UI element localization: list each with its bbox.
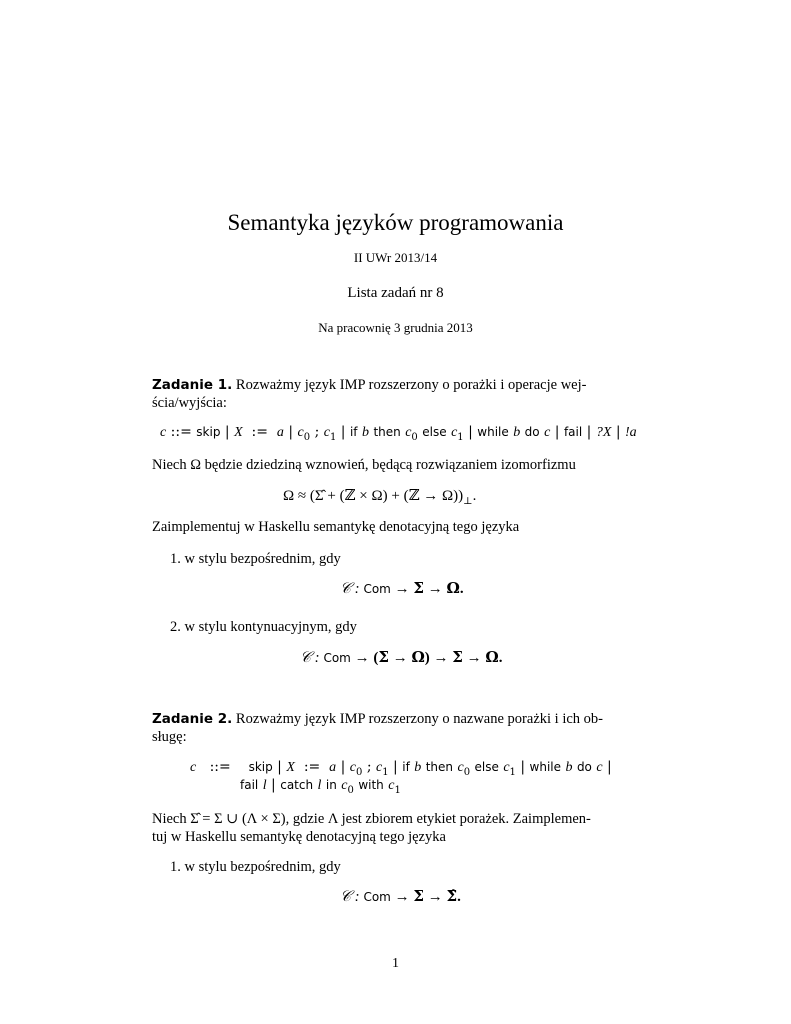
grammar-x: X: [234, 425, 243, 440]
grammar-if: if: [402, 760, 410, 774]
grammar-c1: c: [323, 425, 330, 440]
formula-post: → 𝚺 → 𝛀.: [394, 581, 464, 597]
affiliation: II UWr 2013/14: [353, 250, 438, 265]
omega-eq: Ω ≈ (Σ̂ + (ℤ × Ω) + (ℤ → Ω)): [283, 488, 464, 504]
task1-omega-text: Niech Ω będzie dziedziną wznowień, będącą rozwiązaniem izomorfizmu: [152, 457, 576, 473]
page-number: 1: [392, 956, 399, 971]
formula-pre: 𝒞 :: [340, 581, 360, 597]
formula-com: Com: [363, 582, 391, 596]
item-text: w stylu bezpośrednim, gdy: [184, 551, 341, 567]
grammar-x: X: [286, 760, 295, 775]
task2-sigma-line1: Niech Σ̂ = Σ ∪ (Λ × Σ), gdzie Λ jest zbiorem etykiet porażek. Zaimplemen-: [152, 811, 591, 827]
item-number: 1.: [170, 551, 181, 567]
grammar-c: c: [190, 760, 197, 775]
grammar-defs: ::=: [209, 759, 231, 775]
task1-intro-line2: ścia/wyjścia:: [152, 395, 227, 411]
task1-grammar: c ::= skip | X := a | $c_0$ ; $c_1$ | if b then $c_0$ else $c_1$ | while b do c | fail | ?X | !a: [160, 424, 637, 443]
grammar-l: l: [262, 778, 267, 793]
task2-item1-formula: [340, 887, 461, 906]
grammar-read: ?X: [595, 425, 612, 440]
grammar-assign: :=: [303, 759, 321, 775]
formula-post: → 𝚺 → 𝚺̂.: [394, 889, 461, 905]
grammar-write: !a: [625, 425, 637, 440]
grammar-c: c: [160, 425, 167, 440]
task2-grammar-line2: fail l | catch l in $c_0$ with $c_1$: [240, 777, 401, 796]
item-text: w stylu bezpośrednim, gdy: [184, 859, 341, 875]
task2-intro-line2: sługę:: [152, 729, 187, 745]
grammar-else: else: [422, 425, 447, 439]
task2-heading: Zadanie 2.: [152, 711, 233, 727]
task1-item2-formula: [300, 648, 503, 667]
task2-sigma-line2: tuj w Haskellu semantykę denotacyjną tego języka: [152, 829, 446, 845]
grammar-while: while: [477, 425, 509, 439]
date-line: Na pracownię 3 grudnia 2013: [318, 320, 473, 335]
task1-omega-equation: [283, 486, 476, 507]
grammar-then: then: [425, 760, 454, 774]
formula-com: Com: [363, 890, 391, 904]
grammar-skip: skip: [196, 425, 221, 439]
grammar-with: with: [358, 778, 384, 792]
task2-grammar-line1: c ::= skip | X := a | $c_0$ ; $c_1$ | if b then $c_0$ else $c_1$ | while b do c |: [190, 759, 612, 778]
task2-intro-line1: [152, 709, 603, 729]
grammar-while: while: [529, 760, 562, 774]
grammar-c0: c: [297, 425, 304, 440]
grammar-in: in: [325, 778, 337, 792]
list-label: Lista zadań nr 8: [347, 285, 444, 301]
grammar-fail: fail: [240, 778, 259, 792]
task1-intro-line1: [152, 375, 586, 395]
grammar-b: b: [361, 425, 369, 440]
task1-item1: [170, 549, 341, 569]
omega-end: .: [472, 488, 477, 504]
formula-pre: 𝒞 :: [340, 889, 360, 905]
grammar-if: if: [349, 425, 358, 439]
omega-bottom: ⊥: [463, 496, 473, 507]
grammar-do: do: [576, 760, 592, 774]
formula-com: Com: [323, 651, 351, 665]
grammar-else: else: [474, 760, 499, 774]
task1-item1-formula: [340, 579, 464, 598]
grammar-defs: ::=: [170, 424, 192, 440]
task1-intro-text: Rozważmy język IMP rozszerzony o porażki i operacje wej-: [235, 377, 587, 393]
page-title: Semantyka języków programowania: [227, 210, 564, 235]
task2-intro-text: Rozważmy język IMP rozszerzony o nazwane porażki i ich ob-: [235, 711, 603, 727]
grammar-a: a: [276, 425, 284, 440]
grammar-then: then: [373, 425, 401, 439]
item-number: 2.: [170, 619, 181, 635]
grammar-a: a: [329, 760, 337, 775]
grammar-fail: fail: [563, 425, 583, 439]
grammar-do: do: [524, 425, 540, 439]
task1-item2: [170, 617, 357, 637]
grammar-assign: :=: [251, 424, 268, 440]
task1-implement-text: Zaimplementuj w Haskellu semantykę denotacyjną tego języka: [152, 519, 520, 535]
formula-post: → (𝚺 → 𝛀) → 𝚺 → 𝛀.: [354, 650, 503, 666]
grammar-catch: catch: [280, 778, 314, 792]
task2-item1: [170, 857, 341, 877]
grammar-skip: skip: [248, 760, 273, 774]
item-number: 1.: [170, 859, 181, 875]
item-text: w stylu kontynuacyjnym, gdy: [184, 619, 357, 635]
formula-pre: 𝒞 :: [300, 650, 320, 666]
task1-heading: Zadanie 1.: [152, 377, 233, 393]
